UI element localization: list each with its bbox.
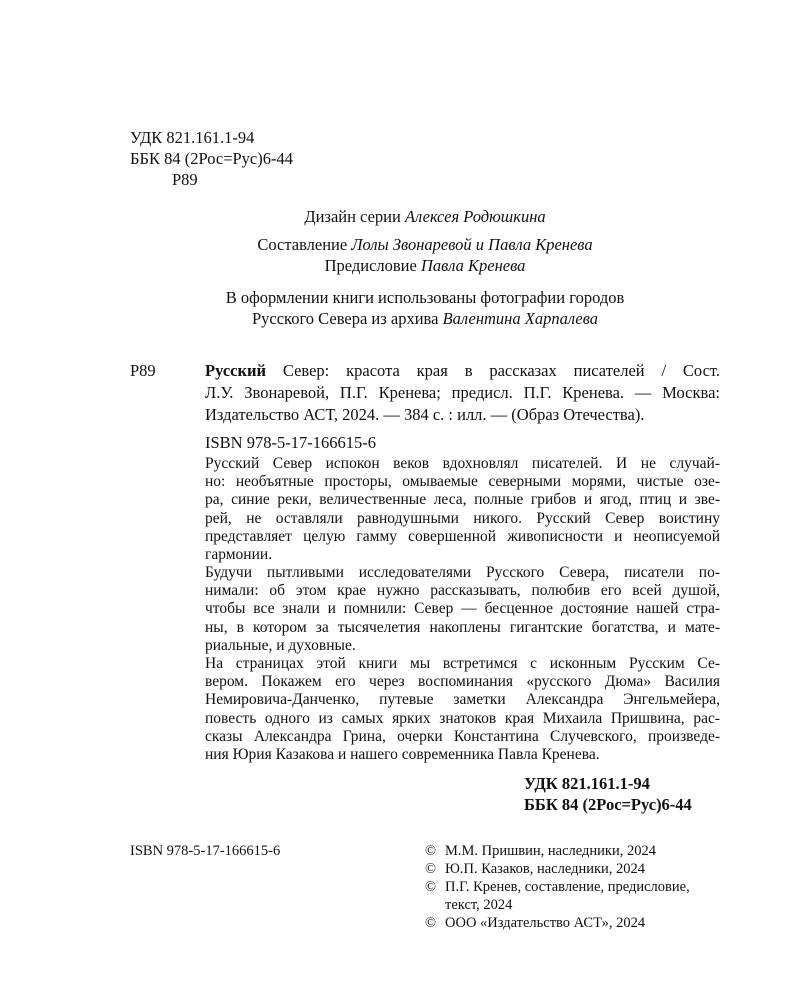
copyright-symbol: © — [425, 843, 437, 859]
bib-title: Русский — [205, 361, 266, 380]
text-line: рей, не оставляли равнодушными никого. Русский Север воистину — [205, 509, 720, 527]
bib-line2: Л.У. Звонаревой, П.Г. Кренева; предисл. П.Г. Кренева. — Москва: — [205, 383, 720, 402]
bib-line1-rest: Север: красота края в рассказах писателей / Сост. — [282, 361, 721, 380]
bib-line1 — [205, 361, 720, 381]
text-line: вером. Покажем его через воспоминания «русского Дюма» Василия — [205, 673, 720, 691]
compile-names: Лолы Звонаревой и Павла Кренева — [351, 235, 593, 254]
footer-udk-code: УДК 821.161.1-94 — [524, 774, 650, 793]
photo-prefix: Русского Севера из архива — [251, 309, 439, 328]
photo-credit-line2 — [130, 309, 720, 329]
copyright-text: Ю.П. Казаков, наследники, 2024 — [445, 861, 646, 877]
design-prefix: Дизайн серии — [304, 207, 401, 226]
copyright-text: М.М. Пришвин, наследники, 2024 — [445, 843, 656, 859]
copyright-line-continuation — [425, 896, 690, 914]
preface-name: Павла Кренева — [420, 256, 526, 275]
copyright-block — [425, 842, 690, 932]
text-line: чтобы все знали и помнили: Север — бесценное достояние нашей стра- — [205, 600, 720, 618]
compile-prefix: Составление — [257, 235, 348, 254]
text-line: сказы Александра Грина, очерки Константина Случевского, произведе- — [205, 727, 720, 745]
preface-credit — [130, 256, 720, 276]
copyright-line — [425, 860, 690, 878]
text-line: повесть одного из самых ярких знатоков края Михаила Пришвина, рас- — [205, 709, 720, 727]
annotation-paragraph-3 — [205, 655, 720, 764]
photo-credit-line1: В оформлении книги использованы фотографии городов — [225, 288, 625, 307]
text-line: ра, синие реки, величественные леса, полные грибов и ягод, птиц и зве- — [205, 491, 720, 509]
copyright-line — [425, 878, 690, 896]
copyright-text: ООО «Издательство АСТ», 2024 — [445, 915, 646, 931]
udk-code: УДК 821.161.1-94 — [130, 128, 255, 147]
text-line: ния Юрия Казакова и нашего современника Павла Кренева. — [205, 746, 600, 764]
text-line: На страницах этой книги мы встретимся с исконным Русским Се- — [205, 655, 720, 672]
design-credit — [130, 207, 720, 227]
text-line: Будучи пытливыми исследователями Русского Севера, писатели по- — [205, 564, 720, 581]
compile-credit — [130, 235, 720, 255]
footer-bbk-code: ББК 84 (2Рос=Рус)6-44 — [524, 795, 692, 814]
copyright-line — [425, 842, 690, 860]
bottom-isbn: ISBN 978-5-17-166615-6 — [130, 843, 281, 859]
copyright-symbol: © — [425, 915, 437, 931]
text-line: ны, в котором за тысячелетия накоплены гигантские богатства, и мате- — [205, 618, 720, 636]
text-line: представляет целую гамму совершенной живописности и неописуемой — [205, 527, 720, 545]
copyright-text: П.Г. Кренев, составление, предисловие, — [445, 879, 690, 895]
bib-line3: Издательство АСТ, 2024. — 384 с. : илл. — (Образ Отечества). — [205, 405, 645, 424]
annotation-paragraph-2 — [205, 564, 720, 655]
copyright-symbol: © — [425, 861, 437, 877]
photographer-name: Валентина Харпалева — [442, 309, 599, 328]
text-line: Русский Север испокон веков вдохновлял писателей. И не случай- — [205, 455, 720, 472]
bbk-code: ББК 84 (2Рос=Рус)6-44 — [130, 149, 293, 168]
bib-code: Р89 — [130, 361, 156, 380]
preface-prefix: Предисловие — [324, 256, 417, 275]
copyright-symbol: © — [425, 879, 437, 895]
author-code: Р89 — [172, 170, 198, 189]
text-line: нимали: об этом крае нужно рассказывать, полюбив его всей душой, — [205, 582, 720, 600]
text-line: но: необъятные просторы, омываемые северными морями, чистые озе- — [205, 473, 720, 491]
annotation-paragraph-1 — [205, 455, 720, 564]
text-line: гармонии. — [205, 546, 273, 564]
design-name: Алексея Родюшкина — [404, 207, 546, 226]
text-line: Немировича-Данченко, путевые заметки Александра Энгельмейера, — [205, 691, 720, 709]
text-line: риальные, и духовные. — [205, 636, 356, 654]
bib-isbn: ISBN 978-5-17-166615-6 — [205, 433, 376, 452]
copyright-line — [425, 914, 690, 932]
copyright-text: текст, 2024 — [445, 897, 513, 913]
